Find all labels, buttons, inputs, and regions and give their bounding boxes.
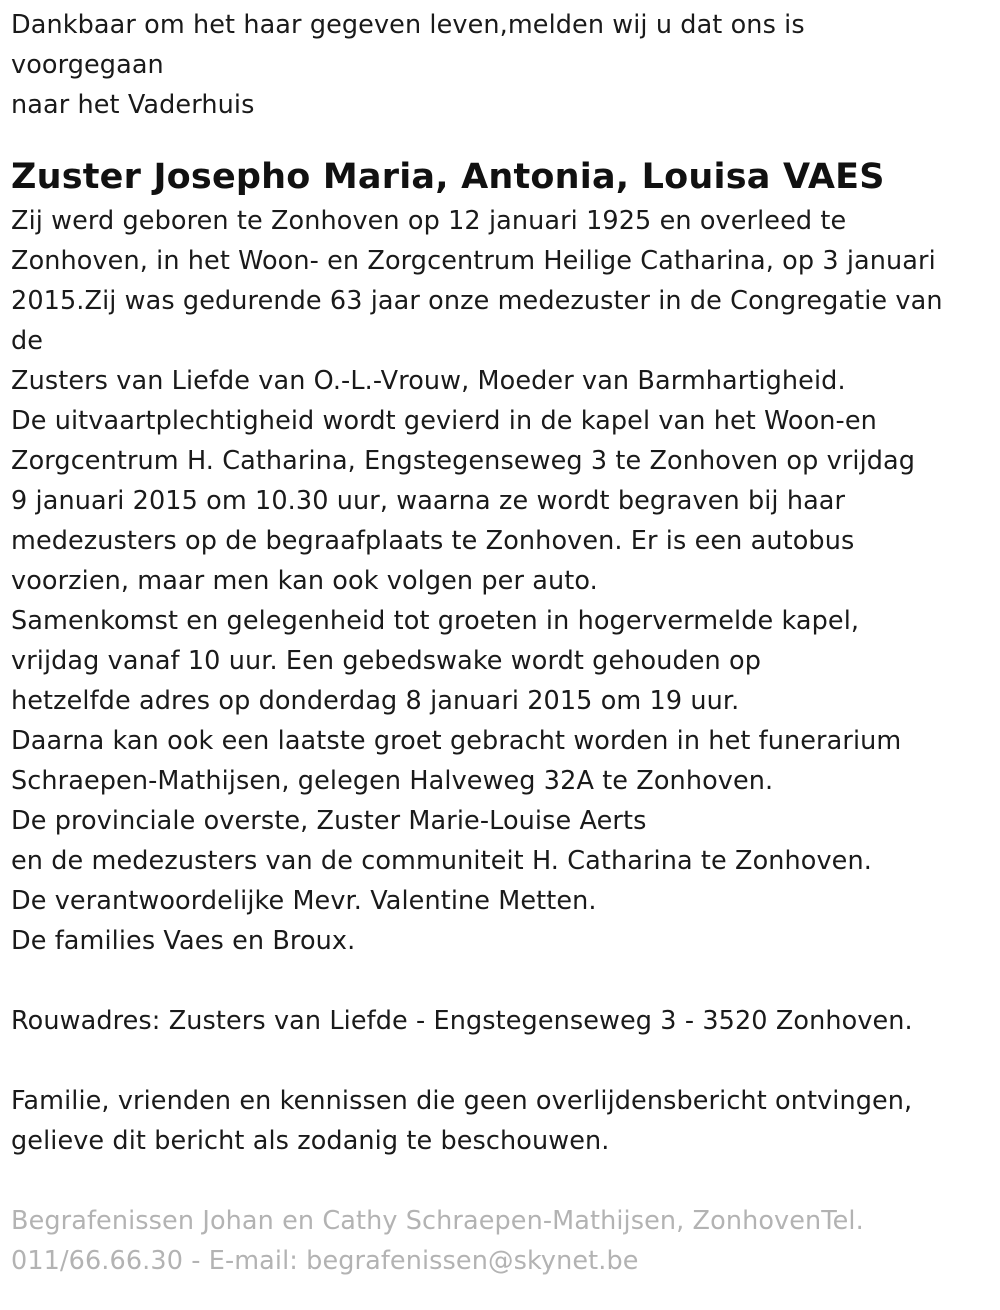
body-line: vrijdag vanaf 10 uur. Een gebedswake wordt gehouden op	[11, 646, 762, 676]
body-line: Zusters van Liefde van O.-L.-Vrouw, Moeder van Barmhartigheid.	[11, 366, 846, 396]
body-line: hetzelfde adres op donderdag 8 januari 2015 om 19 uur.	[11, 686, 740, 716]
body-text	[11, 201, 986, 961]
body-line: medezusters op de begraafplaats te Zonhoven. Er is een autobus	[11, 526, 855, 556]
spacer	[11, 961, 986, 1001]
body-line: Zorgcentrum H. Catharina, Engstegenseweg 3 te Zonhoven op vrijdag	[11, 446, 916, 476]
obituary-notice	[11, 5, 986, 1281]
body-line: Daarna kan ook een laatste groet gebracht worden in het funerarium	[11, 726, 902, 756]
body-line: Zonhoven, in het Woon- en Zorgcentrum Heilige Catharina, op 3 januari	[11, 246, 936, 276]
closing-text	[11, 1081, 986, 1161]
spacer	[11, 1161, 986, 1201]
intro-text	[11, 5, 986, 125]
intro-line: voorgegaan	[11, 50, 164, 80]
body-line: De provinciale overste, Zuster Marie-Louise Aerts	[11, 806, 647, 836]
closing-line: Familie, vrienden en kennissen die geen overlijdensbericht ontvingen,	[11, 1086, 913, 1116]
body-line: Samenkomst en gelegenheid tot groeten in hogervermelde kapel,	[11, 606, 860, 636]
intro-line: Dankbaar om het haar gegeven leven,melden wij u dat ons is	[11, 10, 805, 40]
closing-line: gelieve dit bericht als zodanig te beschouwen.	[11, 1126, 610, 1156]
spacer	[11, 125, 986, 153]
body-line: Schraepen-Mathijsen, gelegen Halveweg 32A te Zonhoven.	[11, 766, 774, 796]
mourning-address: Rouwadres: Zusters van Liefde - Engstegenseweg 3 - 3520 Zonhoven.	[11, 1006, 913, 1036]
body-line: en de medezusters van de communiteit H. Catharina te Zonhoven.	[11, 846, 872, 876]
body-line: 9 januari 2015 om 10.30 uur, waarna ze wordt begraven bij haar	[11, 486, 846, 516]
body-line: voorzien, maar men kan ook volgen per auto.	[11, 566, 598, 596]
body-line: De uitvaartplechtigheid wordt gevierd in de kapel van het Woon-en	[11, 406, 877, 436]
spacer	[11, 1041, 986, 1081]
footer-line: Begrafenissen Johan en Cathy Schraepen-Mathijsen, ZonhovenTel.	[11, 1206, 864, 1236]
footer-line: 011/66.66.30 - E-mail: begrafenissen@skynet.be	[11, 1246, 639, 1276]
body-line: Zij werd geboren te Zonhoven op 12 januari 1925 en overleed te	[11, 206, 847, 236]
body-line: De verantwoordelijke Mevr. Valentine Metten.	[11, 886, 597, 916]
body-line: De families Vaes en Broux.	[11, 926, 356, 956]
deceased-name-title: Zuster Josepho Maria, Antonia, Louisa VAES	[11, 157, 885, 197]
body-line: 2015.Zij was gedurende 63 jaar onze medezuster in de Congregatie van	[11, 286, 943, 316]
funeral-home-footer	[11, 1201, 986, 1281]
body-line: de	[11, 326, 44, 356]
intro-line: naar het Vaderhuis	[11, 90, 255, 120]
